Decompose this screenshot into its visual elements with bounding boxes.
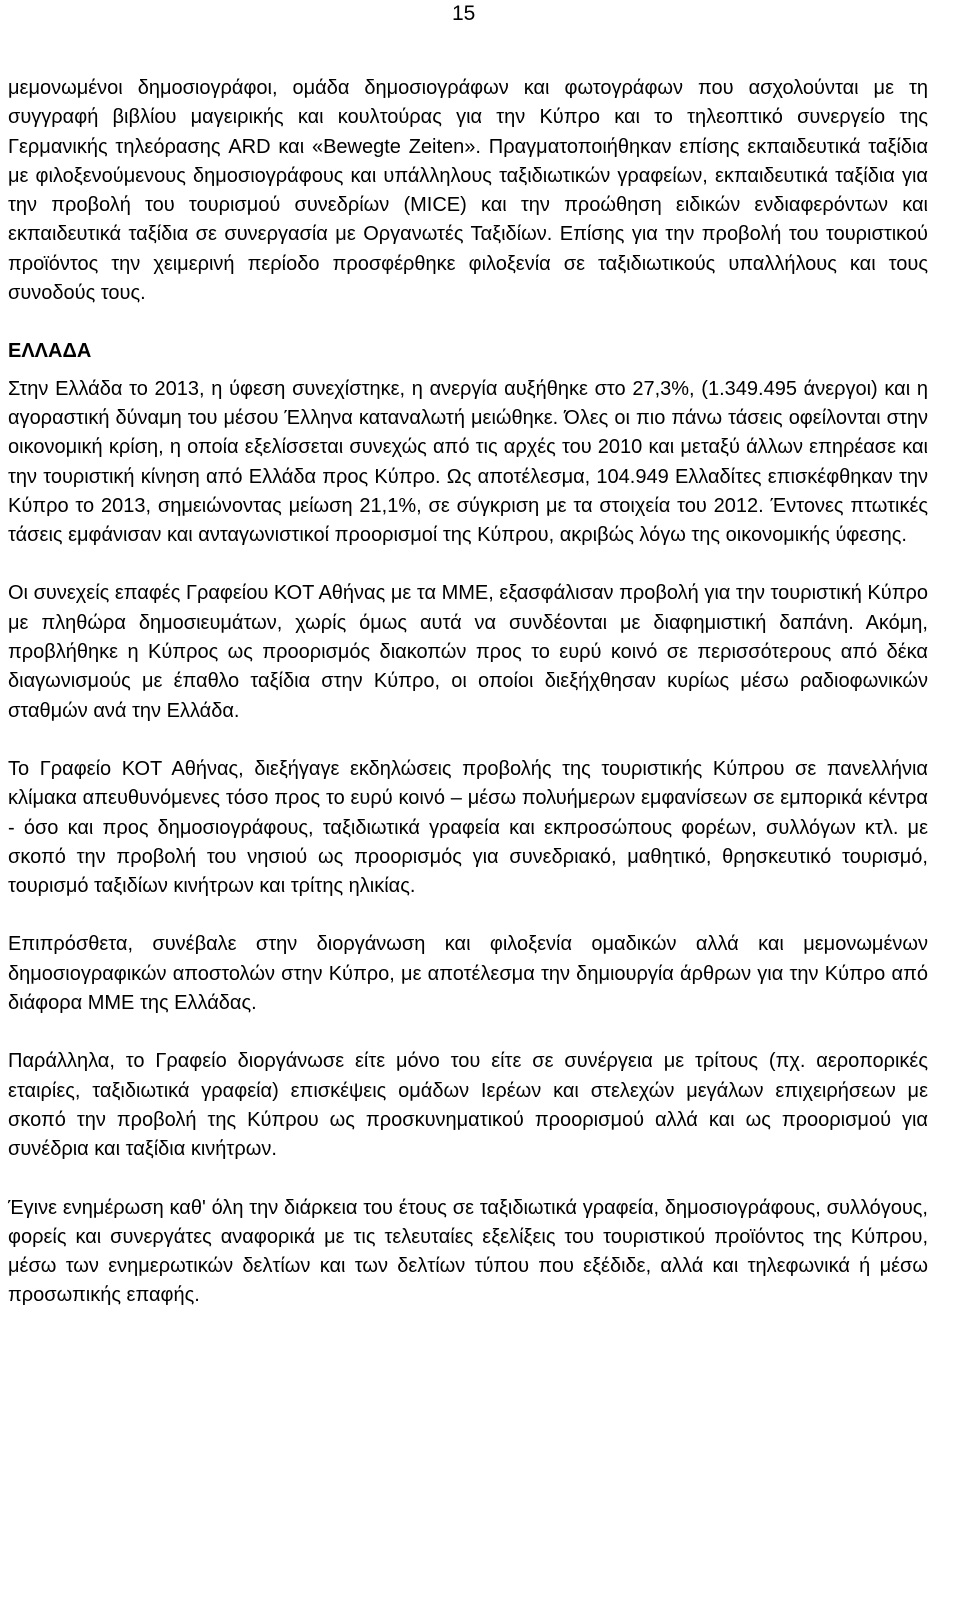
paragraph-updates: Έγινε ενημέρωση καθ' όλη την διάρκεια του έτους σε ταξιδιωτικά γραφεία, δημοσιογράφους, συλλόγους, φορείς και συνεργάτες αναφορικά με τις τελευταίες εξελίξεις του τουριστικού προϊόντος της Κύπρου, μέσω των ενημερωτικών δελτίων και των δελτίων τύπου που εξέδιδε, αλλά και τηλεφωνικά ή μέσω προσωπικής επαφής. bbox=[8, 1196, 928, 1307]
paragraph-media-contacts: Οι συνεχείς επαφές Γραφείου ΚΟΤ Αθήνας με τα ΜΜΕ, εξασφάλισαν προβολή για την τουριστική Κύπρο με πληθώρα δημοσιευμάτων, χωρίς όμως αυτά να συνδέονται με διαφημιστική δαπάνη. Ακόμη, προβλήθηκε η Κύπρος ως προορισμός διακοπών προς το ευρύ κοινό σε περισσότερους από δέκα διαγωνισμούς με έπαθλο ταξίδια στην Κύπρο, οι οποίοι διεξήχθησαν κυρίως μέσω ραδιοφωνικών σταθμών ανά την Ελλάδα. bbox=[8, 582, 928, 722]
document-body bbox=[8, 74, 928, 1311]
paragraph-press-trips: Επιπρόσθετα, συνέβαλε στην διοργάνωση και φιλοξενία ομαδικών αλλά και μεμονωμένων δημοσιογραφικών αποστολών στην Κύπρο, με αποτέλεσμα την δημιουργία άρθρων για την Κύπρο από διάφορα ΜΜΕ της Ελλάδας. bbox=[8, 933, 928, 1015]
page-number: 15 bbox=[452, 2, 476, 25]
paragraph-recession: Στην Ελλάδα το 2013, η ύφεση συνεχίστηκε, η ανεργία αυξήθηκε στο 27,3%, (1.349.495 άνεργοι) και η αγοραστική δύναμη του μέσου Έλληνα καταναλωτή μειώθηκε. Όλες οι πιο πάνω τάσεις οφείλονται στην οικονομική κρίση, η οποία εξελίσσεται συνεχώς από τις αρχές του 2010 και μεταξύ άλλων επηρέασε και την τουριστική κίνηση από Ελλάδα προς Κύπρο. Ως αποτέλεσμα, 104.949 Ελλαδίτες επισκέφθηκαν την Κύπρο το 2013, σημειώνοντας μείωση 21,1%, σε σύγκριση με τα στοιχεία του 2012. Έντονες πτωτικές τάσεις εμφάνισαν και ανταγωνιστικοί προορισμοί της Κύπρου, ακριβώς λόγω της οικονομικής ύφεσης. bbox=[8, 377, 928, 547]
section-heading: ΕΛΛΑΔΑ bbox=[8, 340, 92, 363]
paragraph-intro: μεμονωμένοι δημοσιογράφοι, ομάδα δημοσιογράφων και φωτογράφων που ασχολούνται με τη συγγραφή βιβλίου μαγειρικής και κουλτούρας για την Κύπρο και το τηλεοπτικό συνεργείο της Γερμανικής τηλεόρασης ARD και «Bewegte Zeiten». Πραγματοποιήθηκαν επίσης εκπαιδευτικά ταξίδια με φιλοξενούμενους δημοσιογράφους και υπάλληλους ταξιδιωτικών γραφείων, εκπαιδευτικά ταξίδια για την προβολή του τουρισμού συνεδρίων (MICE) και την προώθηση ειδικών ενδιαφερόντων και εκπαιδευτικά ταξίδια σε συνεργασία με Οργανωτές Ταξιδίων. Επίσης για την προβολή του τουριστικού προϊόντος την χειμερινή περίοδο προσφέρθηκε φιλοξενία σε ταξιδιωτικούς υπαλλήλους και τους συνοδούς τους. bbox=[8, 77, 928, 305]
paragraph-promotion-events: Το Γραφείο ΚΟΤ Αθήνας, διεξήγαγε εκδηλώσεις προβολής της τουριστικής Κύπρου σε πανελλήνια κλίμακα απευθυνόμενες τόσο προς το ευρύ κοινό – μέσω πολυήμερων εμφανίσεων σε εμπορικά κέντρα - όσο και προς δημοσιογράφους, ταξιδιωτικά γραφεία και εκπροσώπους φορέων, συλλόγων κτλ. με σκοπό την προβολή του νησιού ως προορισμός για συνεδριακό, μαθητικό, θρησκευτικό τουρισμό, τουρισμό ταξιδίων κινήτρων και τρίτης ηλικίας. bbox=[8, 757, 928, 898]
paragraph-group-visits: Παράλληλα, το Γραφείο διοργάνωσε είτε μόνο του είτε σε συνέργεια με τρίτους (πχ. αεροπορικές εταιρίες, ταξιδιωτικά γραφεία) επισκέψεις ομάδων Ιερέων και στελεχών μεγάλων επιχειρήσεων με σκοπό την προβολή της Κύπρου ως προσκυνηματικού προορισμού αλλά και ως προορισμού για συνέδρια και ταξίδια κινήτρων. bbox=[8, 1050, 928, 1161]
